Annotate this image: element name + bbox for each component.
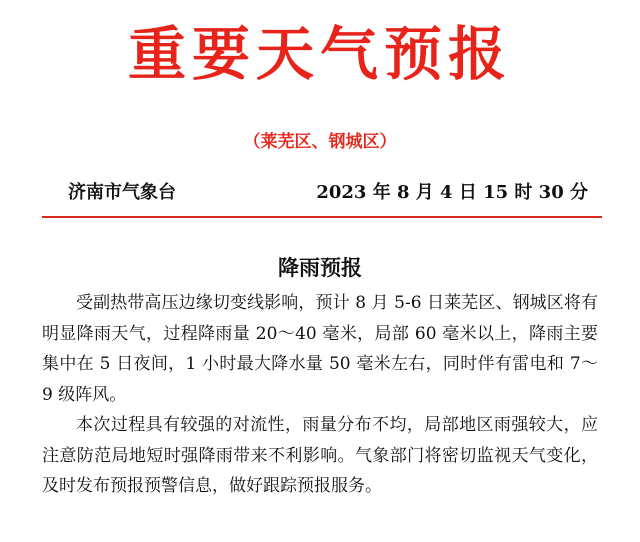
body-paragraph: 本次过程具有较强的对流性，雨量分布不均，局部地区雨强较大，应注意防范局地短时强降雨带来不利影响。气象部门将密切监视天气变化，及时发布预报预警信息，做好跟踪预报服务。 — [42, 415, 598, 496]
issue-timestamp: 2023 年 8 月 4 日 15 时 30 分 — [316, 182, 588, 203]
bulletin-body — [42, 288, 598, 502]
body-paragraph: 受副热带高压边缘切变线影响，预计 8 月 5-6 日莱芜区、钢城区将有明显降雨天气，过程降雨量 20～40 毫米，局部 60 毫米以上，降雨主要集中在 5 日夜间，1 小时最大降水量 50 毫米左右，同时伴有雷电和 7～9 级阵风。 — [42, 293, 598, 405]
section-title: 降雨预报 — [278, 255, 362, 280]
header-divider — [42, 216, 602, 218]
issuer-name: 济南市气象台 — [68, 182, 176, 203]
region-subtitle: （莱芜区、钢城区） — [243, 132, 397, 152]
issuer-row — [60, 178, 588, 208]
bulletin-headline: 重要天气预报 — [127, 20, 512, 88]
